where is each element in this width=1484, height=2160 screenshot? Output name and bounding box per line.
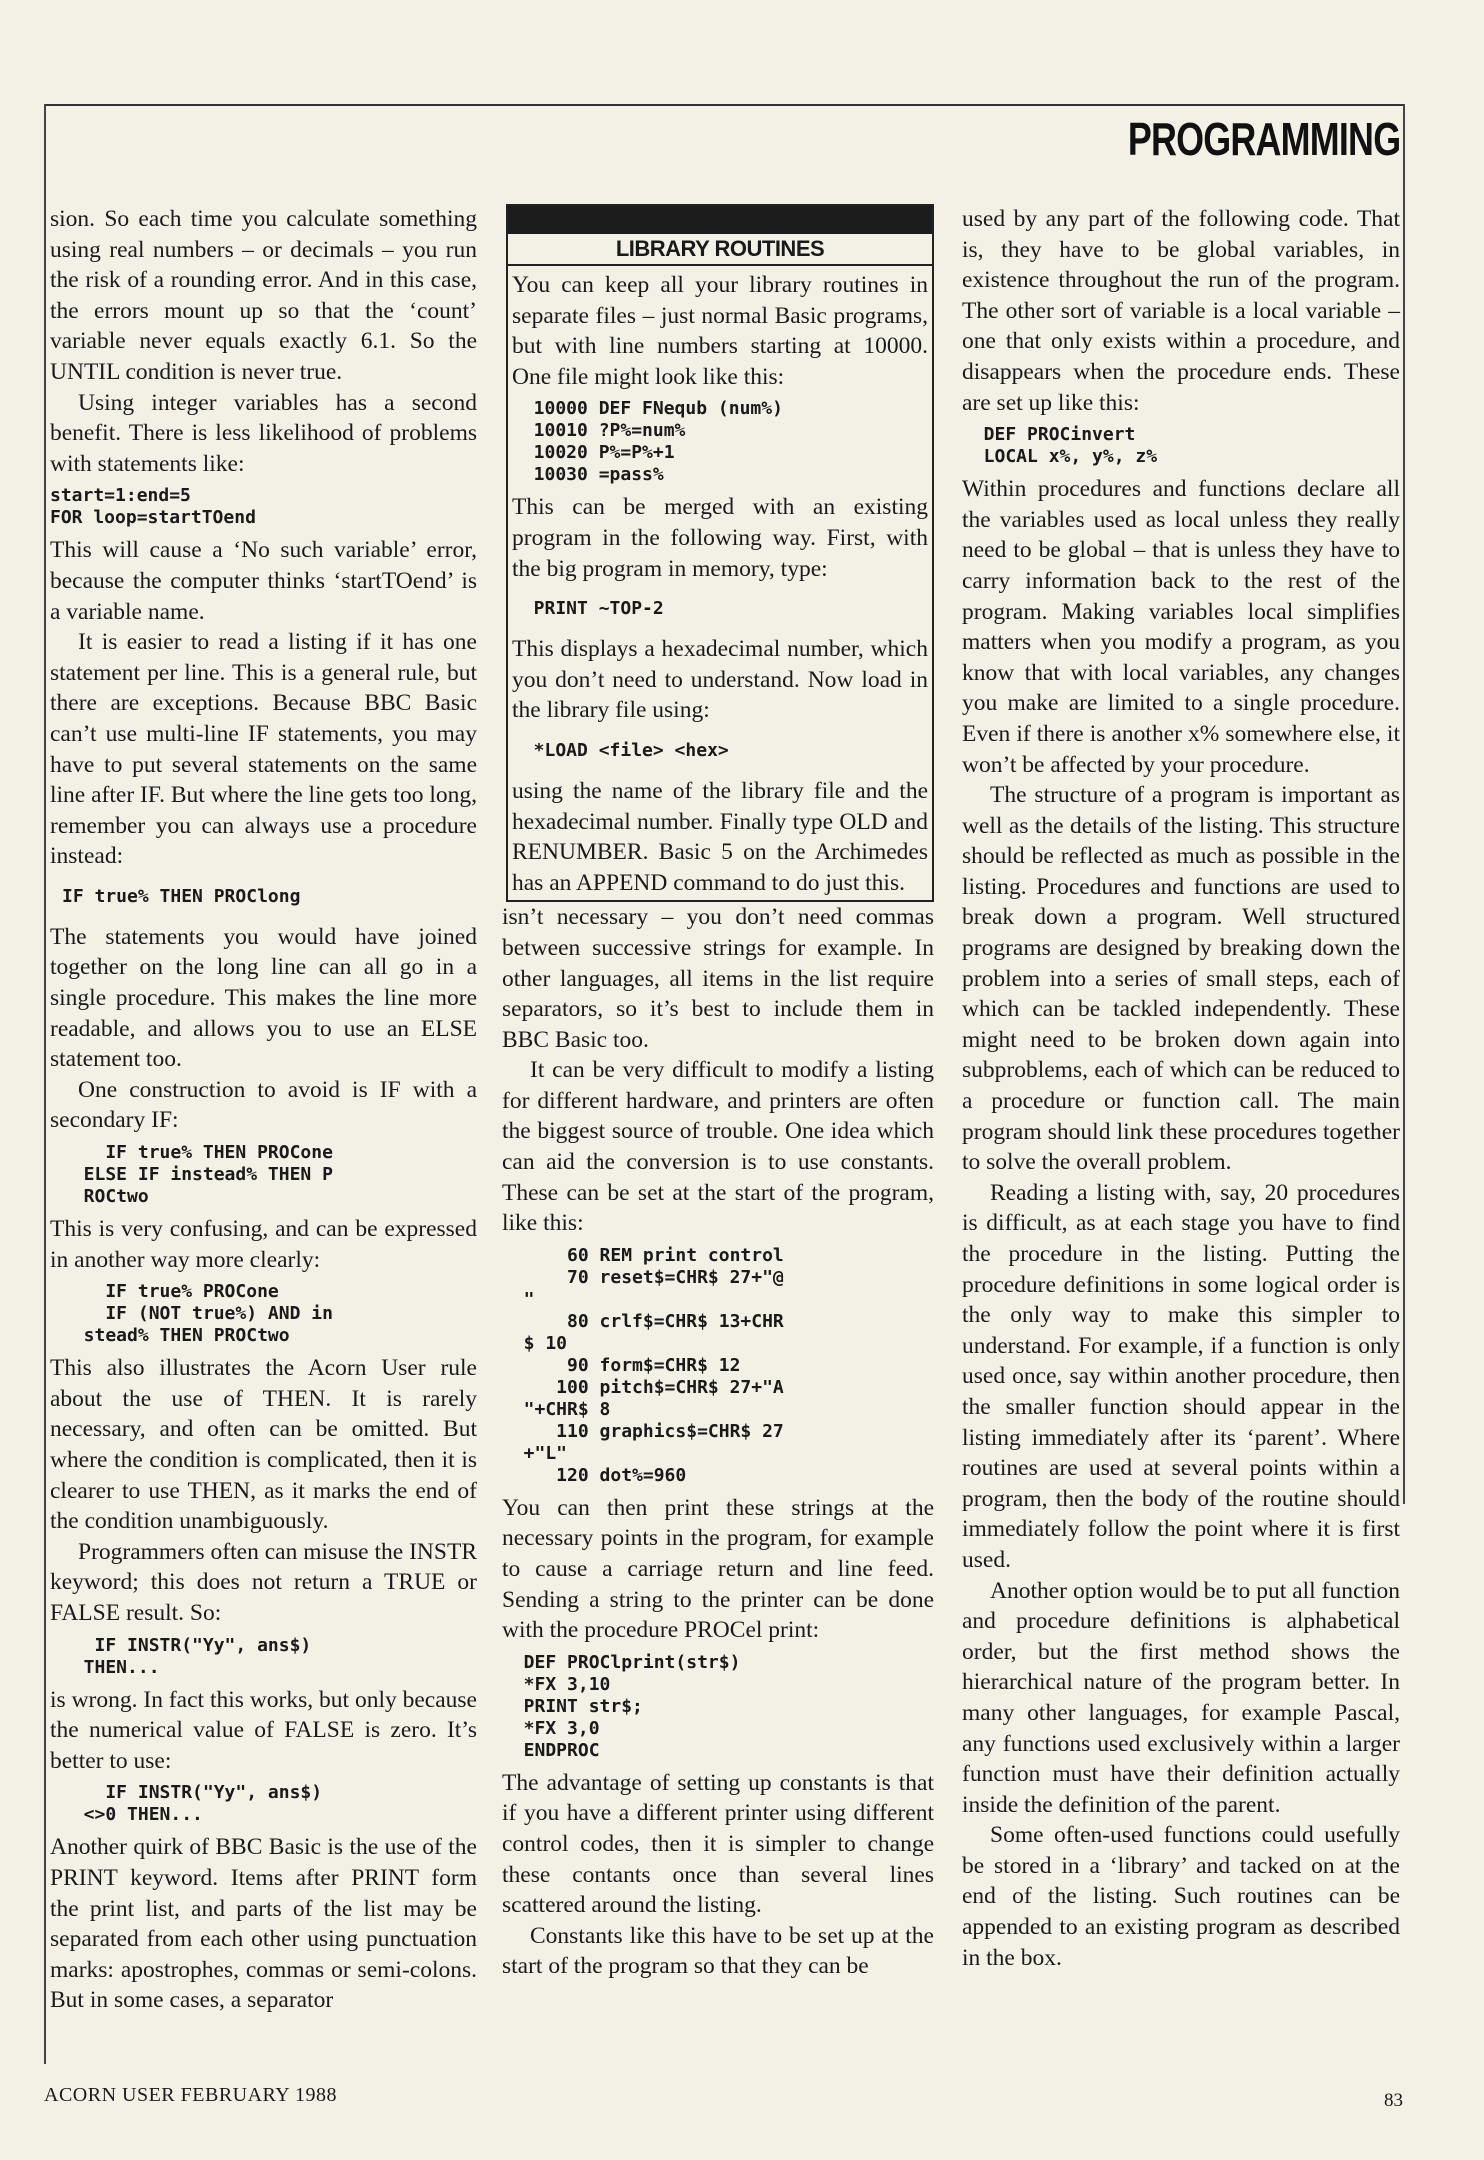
right-rule: [1403, 104, 1405, 1504]
paragraph: Another quirk of BBC Basic is the use of the PRINT keyword. Items after PRINT form the print list, and parts of the list may be separated from each other using punctuation marks: apostrophes, commas or semi-colons. But in some cases, a separator: [50, 1834, 477, 2014]
code-listing: 10000 DEF FNequb (num%) 10010 ?P%=num% 10020 P%=P%+1 10030 =pass%: [533, 398, 783, 486]
paragraph: This is very confusing, and can be expressed in another way more clearly:: [50, 1216, 477, 1273]
footer-magazine-issue: ACORN USER FEBRUARY 1988: [44, 2084, 337, 2106]
paragraph: You can then print these strings at the necessary points in the program, for example to cause a carriage return and line feed. Sending a string to the printer can be done with the procedure PROCel print:: [502, 1494, 934, 1644]
paragraph: The statements you would have joined together on the long line can all go in a single procedure. This makes the line more readable, and allows you to use an ELSE statement too.: [50, 923, 477, 1073]
paragraph: The structure of a program is important as well as the details of the listing. This structure should be reflected as much as possible in the listing. Procedures and functions are used to break down a program. Well structured programs are designed by breaking down the problem into a series of small steps, each of which can be tackled independently. These might need to be broken down again into subproblems, each of which can be reduced to a procedure or function call. The main program should link these procedures together to solve the overall problem.: [962, 782, 1400, 1176]
paragraph: Programmers often can misuse the INSTR keyword; this does not return a TRUE or FALSE result. So:: [50, 1538, 477, 1626]
section-title: PROGRAMMING: [1127, 113, 1400, 165]
library-routines-box: [506, 204, 934, 902]
code-listing: IF true% THEN PROCone ELSE IF instead% THEN P ROCtwo: [83, 1142, 333, 1208]
paragraph: The advantage of setting up constants is that if you have a different printer using different control codes, then it is simpler to change these contants once than several lines scattered around the listing.: [502, 1769, 934, 1919]
paragraph: Using integer variables has a second benefit. There is less likelihood of problems with statements like:: [50, 389, 477, 477]
paragraph: used by any part of the following code. That is, they have to be global variables, in existence throughout the run of the program. The other sort of variable is a local variable – one that only exists within a procedure, and disappears when the procedure ends. These are set up like this:: [962, 206, 1400, 416]
paragraph: using the name of the library file and the hexadecimal number. Finally type OLD and RENUMBER. Basic 5 on the Archimedes has an APPEND command to do just this.: [512, 777, 928, 896]
paragraph: isn’t necessary – you don’t need commas between successive strings for example. In other languages, all items in the list require separators, so it’s best to include them in BBC Basic too.: [502, 904, 934, 1053]
paragraph: This also illustrates the Acorn User rule about the use of THEN. It is rarely necessary, and often can be omitted. But where the condition is complicated, then it is clearer to use THEN, as it marks the end of the condition unambiguously.: [50, 1355, 477, 1535]
paragraph: Within procedures and functions declare all the variables used as local unless they really need to be global – that is unless they have to carry information back to the rest of the program. Making variables local simplifies matters when you modify a program, as you know that with local variables, any changes you make are limited to a single procedure. Even if there is another x% somewhere else, it won’t be affected by your procedure.: [962, 476, 1400, 778]
paragraph: Some often-used functions could usefully be stored in a ‘library’ and tacked on at the end of the listing. Such routines can be appended to an existing program as described in the box.: [962, 1822, 1400, 1971]
code-listing: IF INSTR("Yy", ans$) THEN...: [83, 1634, 312, 1678]
paragraph: is wrong. In fact this works, but only because the numerical value of FALSE is zero. It’s better to use:: [50, 1686, 477, 1774]
column-1: [50, 204, 477, 2016]
code-listing: IF true% THEN PROClong: [62, 885, 301, 907]
paragraph: It can be very difficult to modify a listing for different hardware, and printers are often the biggest source of trouble. One idea which can aid the conversion is to use constants. These can be set at the start of the program, like this:: [502, 1057, 934, 1237]
paragraph: This can be merged with an existing program in the following way. First, with the big program in memory, type:: [512, 494, 928, 582]
code-listing: PRINT ~TOP-2: [512, 598, 664, 620]
column-3: [962, 204, 1400, 1973]
code-listing: IF true% PROCone IF (NOT true%) AND in stead% THEN PROCtwo: [83, 1281, 333, 1347]
paragraph: It is easier to read a listing if it has one statement per line. This is a general rule, but there are exceptions. Because BBC Basic can’t use multi-line IF statements, you may have to put several statements on the same line after IF. But where the line gets too long, remember you can always use a procedure instead:: [50, 629, 477, 870]
column-2: [502, 204, 934, 1982]
paragraph: Reading a listing with, say, 20 procedures is difficult, as at each stage you have to find the procedure in the listing. Putting the procedure definitions in some logical order is the only way to make this simpler to understand. For example, if a function is only used once, say within another procedure, then the smaller function should appear in the listing immediately after its ‘parent’. Where routines are used at several points within a program, then the body of the routine should immediately follow the point where it is first used.: [962, 1179, 1400, 1573]
paragraph: Another option would be to put all function and procedure definitions is alphabetical order, but the first method shows the hierarchical nature of the program better. In many other languages, for example Pascal, any functions used exclusively within a larger function must have their definition actually inside the definition of the parent.: [962, 1577, 1400, 1818]
header-rule: [44, 104, 1404, 106]
paragraph: Constants like this have to be set up at the start of the program so that they can be: [502, 1922, 934, 1980]
paragraph: This displays a hexadecimal number, which you don’t need to understand. Now load in the library file using:: [512, 636, 928, 724]
code-listing: DEF PROCinvert LOCAL x%, y%, z%: [983, 424, 1158, 468]
box-title: LIBRARY ROUTINES: [508, 234, 932, 266]
paragraph: sion. So each time you calculate something using real numbers – or decimals – you run the risk of a rounding error. And in this case, the errors mount up so that the ‘count’ variable never equals exactly 6.1. So the UNTIL condition is never true.: [50, 206, 477, 385]
paragraph: This will cause a ‘No such variable’ error, because the computer thinks ‘startTOend’ is a variable name.: [50, 537, 477, 625]
code-listing: DEF PROClprint(str$) *FX 3,10 PRINT str$; *FX 3,0 ENDPROC: [523, 1651, 741, 1761]
code-listing: IF INSTR("Yy", ans$) <>0 THEN...: [83, 1782, 323, 1826]
paragraph: One construction to avoid is IF with a secondary IF:: [50, 1076, 477, 1134]
page-number: 83: [1384, 2090, 1403, 2111]
paragraph: You can keep all your library routines in separate files – just normal Basic programs, but with line numbers starting at 10000. One file might look like this:: [512, 272, 928, 390]
code-listing: 60 REM print control 70 reset$=CHR$ 27+"@ " 80 crlf$=CHR$ 13+CHR $ 10 90 form$=CHR$ 12 100 pitch$=CHR$ 27+"A "+CHR$ 8 110 graphics$=CHR$ 27 +"L" 120 dot%=960: [523, 1244, 784, 1486]
box-body: [508, 266, 932, 900]
code-listing: start=1:end=5 FOR loop=startTOend: [50, 485, 256, 529]
box-header-bar: [508, 206, 932, 234]
left-rule: [44, 104, 46, 2064]
code-listing: *LOAD <file> <hex>: [512, 739, 729, 761]
